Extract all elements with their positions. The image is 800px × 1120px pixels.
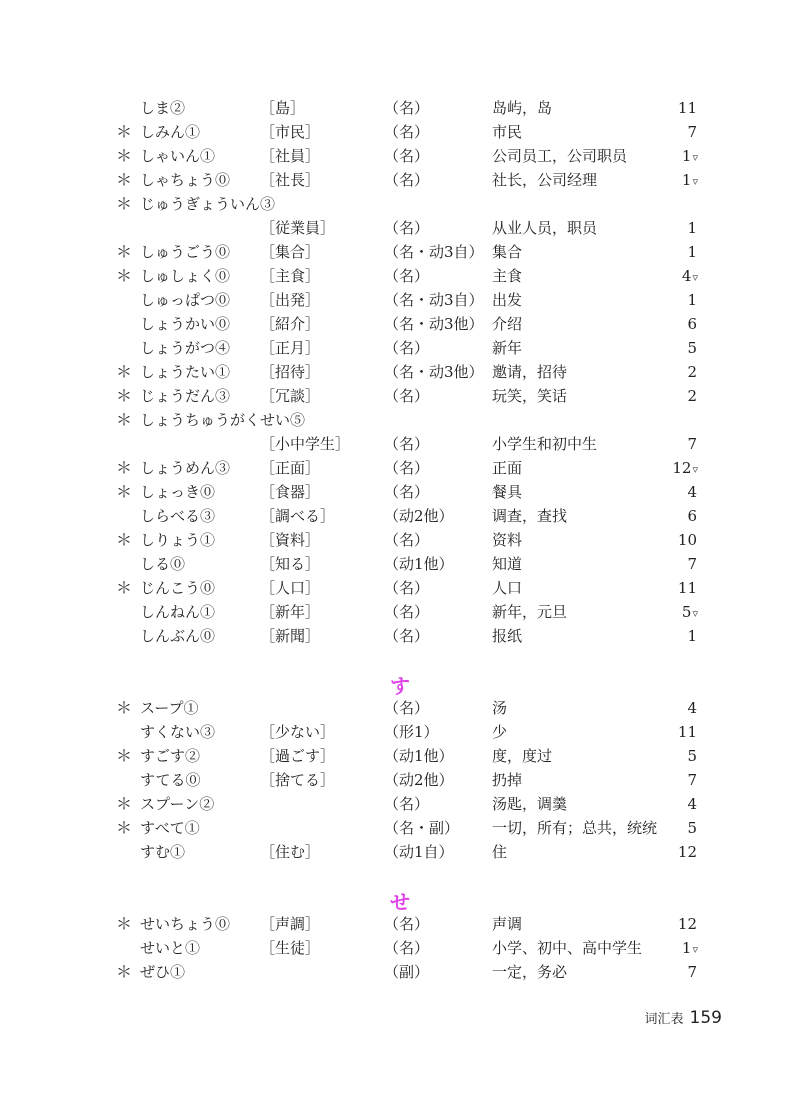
entry-meaning: 岛屿，岛 [492,99,553,117]
entry-part-of-speech: （名） [384,699,430,717]
entry-reading: せいと① [140,939,201,957]
entry-mark-icon: ▿ [692,943,698,956]
vocab-entry [0,312,800,336]
entry-part-of-speech: （名） [384,795,430,813]
entry-meaning: 从业人员，职员 [492,219,598,237]
entry-reading: スプーン② [140,795,215,813]
entry-lesson: 1 [681,939,692,957]
star-mark: ＊ [116,458,133,477]
star-mark: ＊ [116,482,133,501]
entry-lesson: 6 [687,507,697,525]
entry-lesson-wrap [640,96,698,122]
vocab-entry [0,816,800,840]
star-mark: ＊ [116,170,133,189]
vocab-entry [0,240,800,264]
entry-meaning: 新年，元旦 [492,603,568,621]
vocab-entry [0,432,800,456]
footer-label: 词汇表 [644,1012,684,1027]
entry-part-of-speech: （名・动3自） [384,291,484,309]
entry-lesson-wrap [640,600,698,626]
entry-reading: しゃちょう⓪ [140,171,231,189]
entry-part-of-speech: （名） [384,339,430,357]
entry-meaning: 新年 [492,339,523,357]
entry-meaning: 社长，公司经理 [492,171,598,189]
entry-meaning: 少 [492,723,508,741]
vocab-entry [0,528,800,552]
entry-lesson-wrap [640,624,698,650]
vocab-entry [0,480,800,504]
vocab-entry [0,360,800,384]
entry-kanji: ［捨てる］ [260,771,336,789]
entry-part-of-speech: （名） [384,123,430,141]
entry-kanji: ［住む］ [260,843,321,861]
star-mark: ＊ [116,698,133,717]
entry-mark-icon: ▿ [692,607,698,620]
entry-kanji: ［正月］ [260,339,321,357]
section-heading: す [390,674,410,698]
entry-lesson-wrap [640,792,698,818]
entry-lesson-wrap [640,840,698,866]
entry-lesson: 7 [687,771,697,789]
entry-part-of-speech: （名） [384,267,430,285]
entry-part-of-speech: （副） [384,963,430,981]
entry-meaning: 公司员工，公司职员 [492,147,628,165]
entry-reading: しょうちゅうがくせい⑤ [140,411,306,429]
entry-part-of-speech: （动1自） [384,843,454,861]
entry-part-of-speech: （名） [384,627,430,645]
entry-lesson-wrap [640,912,698,938]
star-mark: ＊ [116,362,133,381]
entry-lesson: 4 [687,483,697,501]
entry-lesson-wrap [640,336,698,362]
star-mark: ＊ [116,914,133,933]
entry-reading: すてる⓪ [140,771,201,789]
entry-lesson: 6 [687,315,697,333]
entry-lesson: 5 [687,819,697,837]
entry-part-of-speech: （名・动3他） [384,315,484,333]
entry-reading: しゅしょく⓪ [140,267,231,285]
entry-reading: すごす② [140,747,201,765]
entry-kanji: ［冗談］ [260,387,321,405]
entry-lesson-wrap [640,936,698,962]
star-mark: ＊ [116,146,133,165]
star-mark: ＊ [116,122,133,141]
entry-lesson: 4 [681,267,692,285]
entry-part-of-speech: （名） [384,435,430,453]
entry-lesson-wrap [640,432,698,458]
entry-part-of-speech: （名） [384,939,430,957]
vocab-entry [0,696,800,720]
entry-meaning: 小学生和初中生 [492,435,598,453]
entry-lesson: 1 [687,243,697,261]
entry-lesson-wrap [640,144,698,170]
entry-kanji: ［正面］ [260,459,321,477]
entry-mark-icon: ▿ [692,175,698,188]
entry-reading: しょうたい① [140,363,231,381]
entry-kanji: ［島］ [260,99,306,117]
entry-lesson-wrap [640,816,698,842]
entry-reading: しょっき⓪ [140,483,216,501]
entry-kanji: ［人口］ [260,579,321,597]
entry-meaning: 主食 [492,267,523,285]
entry-meaning: 市民 [492,123,523,141]
vocab-entry [0,120,800,144]
entry-lesson-wrap [640,744,698,770]
entry-lesson-wrap [640,240,698,266]
entry-part-of-speech: （名） [384,387,430,405]
entry-reading: しゅうごう⓪ [140,243,231,261]
entry-kanji: ［社長］ [260,171,321,189]
entry-meaning: 汤 [492,699,508,717]
entry-lesson: 1 [687,291,697,309]
entry-reading: しる⓪ [140,555,186,573]
star-mark: ＊ [116,410,133,429]
entry-kanji: ［過ごす］ [260,747,336,765]
entry-meaning: 扔掉 [492,771,523,789]
entry-lesson-wrap [640,120,698,146]
entry-reading: しょうめん③ [140,459,231,477]
entry-meaning: 声调 [492,915,523,933]
entry-part-of-speech: （名） [384,483,430,501]
entry-part-of-speech: （名） [384,99,430,117]
entry-meaning: 度，度过 [492,747,553,765]
vocab-entry [0,384,800,408]
entry-lesson: 5 [687,339,697,357]
entry-part-of-speech: （名） [384,459,430,477]
entry-lesson: 7 [687,435,697,453]
entry-meaning: 知道 [492,555,523,573]
entry-part-of-speech: （形1） [384,723,439,741]
vocab-entry [0,192,800,216]
entry-part-of-speech: （名・动3他） [384,363,484,381]
entry-part-of-speech: （名） [384,531,430,549]
entry-meaning: 人口 [492,579,523,597]
entry-lesson: 11 [677,99,697,117]
entry-lesson: 10 [677,531,697,549]
entry-kanji: ［社員］ [260,147,321,165]
entry-reading: すべて① [140,819,200,837]
entry-kanji: ［招待］ [260,363,321,381]
section-heading: せ [390,890,410,914]
entry-lesson: 7 [687,123,697,141]
entry-kanji: ［主食］ [260,267,321,285]
vocab-entry [0,960,800,984]
entry-lesson: 11 [677,579,697,597]
entry-meaning: 小学、初中、高中学生 [492,939,643,957]
star-mark: ＊ [116,962,133,981]
entry-reading: しゅっぱつ⓪ [140,291,231,309]
entry-reading: しょうかい⓪ [140,315,231,333]
vocab-entry [0,264,800,288]
star-mark: ＊ [116,242,133,261]
entry-meaning: 报纸 [492,627,523,645]
entry-lesson-wrap [640,480,698,506]
star-mark: ＊ [116,818,133,837]
vocab-entry [0,408,800,432]
page-footer [560,1008,722,1028]
entry-lesson-wrap [640,960,698,986]
entry-reading: ぜひ① [140,963,186,981]
entry-reading: しみん① [140,123,201,141]
vocab-entry [0,744,800,768]
entry-reading: しんぶん⓪ [140,627,216,645]
entry-lesson-wrap [640,192,698,218]
entry-kanji: ［新聞］ [260,627,321,645]
entry-lesson: 1 [687,627,697,645]
entry-meaning: 集合 [492,243,523,261]
entry-part-of-speech: （名） [384,147,430,165]
entry-reading: スープ① [140,699,199,717]
entry-meaning: 邀请，招待 [492,363,568,381]
entry-lesson-wrap [640,288,698,314]
entry-lesson-wrap [640,408,698,434]
entry-part-of-speech: （名・动3自） [384,243,484,261]
star-mark: ＊ [116,266,133,285]
entry-lesson: 1 [681,147,692,165]
entry-part-of-speech: （名） [384,171,430,189]
star-mark: ＊ [116,578,133,597]
entry-lesson-wrap [640,552,698,578]
entry-meaning: 正面 [492,459,523,477]
vocab-entry [0,504,800,528]
entry-kanji: ［市民］ [260,123,321,141]
vocab-entry [0,552,800,576]
entry-reading: しらべる③ [140,507,216,525]
vocab-entry [0,912,800,936]
entry-kanji: ［資料］ [260,531,321,549]
star-mark: ＊ [116,746,133,765]
vocab-entry [0,792,800,816]
entry-lesson-wrap [640,576,698,602]
entry-meaning: 住 [492,843,508,861]
entry-lesson: 11 [677,723,697,741]
entry-kanji: ［新年］ [260,603,321,621]
entry-kanji: ［食器］ [260,483,321,501]
entry-kanji: ［紹介］ [260,315,321,333]
entry-kanji: ［小中学生］ [260,435,351,453]
entry-meaning: 玩笑，笑话 [492,387,568,405]
entry-mark-icon: ▿ [692,151,698,164]
vocab-entry [0,96,800,120]
entry-lesson-wrap [640,456,698,482]
entry-lesson: 4 [687,795,697,813]
entry-lesson-wrap [640,768,698,794]
entry-part-of-speech: （名） [384,579,430,597]
entry-kanji: ［声調］ [260,915,321,933]
entry-meaning: 一定，务必 [492,963,568,981]
vocab-entry [0,144,800,168]
entry-meaning: 出发 [492,291,523,309]
entry-meaning: 介绍 [492,315,523,333]
entry-kanji: ［生徒］ [260,939,321,957]
entry-part-of-speech: （名） [384,915,430,933]
vocab-entry [0,936,800,960]
star-mark: ＊ [116,386,133,405]
entry-lesson: 12 [677,915,697,933]
entry-reading: しま② [140,99,186,117]
entry-lesson: 2 [687,387,697,405]
entry-lesson: 4 [687,699,697,717]
entry-reading: すむ① [140,843,186,861]
vocab-entry [0,600,800,624]
entry-part-of-speech: （动1他） [384,555,454,573]
entry-lesson: 5 [687,747,697,765]
entry-reading: しょうがつ④ [140,339,231,357]
entry-meaning: 餐具 [492,483,523,501]
entry-lesson-wrap [640,528,698,554]
entry-part-of-speech: （动1他） [384,747,454,765]
entry-part-of-speech: （名） [384,603,430,621]
vocab-entry [0,216,800,240]
entry-reading: せいちょう⓪ [140,915,231,933]
entry-lesson-wrap [640,504,698,530]
vocab-entry [0,456,800,480]
star-mark: ＊ [116,530,133,549]
entry-kanji: ［従業員］ [260,219,336,237]
entry-lesson-wrap [640,168,698,194]
entry-lesson: 2 [687,363,697,381]
vocab-entry [0,720,800,744]
entry-kanji: ［知る］ [260,555,321,573]
entry-lesson-wrap [640,360,698,386]
entry-kanji: ［調べる］ [260,507,336,525]
entry-part-of-speech: （动2他） [384,771,454,789]
entry-lesson: 12 [677,843,697,861]
entry-reading: じょうだん③ [140,387,231,405]
vocab-entry [0,576,800,600]
entry-lesson: 7 [687,555,697,573]
entry-kanji: ［少ない］ [260,723,336,741]
entry-lesson: 1 [687,219,697,237]
vocab-entry [0,624,800,648]
entry-mark-icon: ▿ [692,463,698,476]
entry-lesson: 1 [681,171,692,189]
entry-lesson: 7 [687,963,697,981]
entry-part-of-speech: （名） [384,219,430,237]
entry-meaning: 一切，所有；总共，统统 [492,819,658,837]
entry-meaning: 资料 [492,531,523,549]
entry-meaning: 调查，查找 [492,507,568,525]
vocab-entry [0,336,800,360]
vocab-entry [0,288,800,312]
entry-part-of-speech: （名・副） [384,819,460,837]
entry-reading: しんねん① [140,603,216,621]
entry-reading: しゃいん① [140,147,216,165]
vocab-entry [0,840,800,864]
star-mark: ＊ [116,194,133,213]
vocab-entry [0,168,800,192]
entry-part-of-speech: （动2他） [384,507,454,525]
entry-lesson: 5 [681,603,692,621]
entry-reading: じゅうぎょういん③ [140,195,276,213]
entry-lesson-wrap [640,720,698,746]
entry-lesson-wrap [640,312,698,338]
entry-kanji: ［出発］ [260,291,321,309]
entry-lesson-wrap [640,696,698,722]
star-mark: ＊ [116,794,133,813]
entry-reading: すくない③ [140,723,216,741]
entry-meaning: 汤匙，调羹 [492,795,568,813]
entry-lesson: 12 [672,459,692,477]
entry-lesson-wrap [640,216,698,242]
entry-mark-icon: ▿ [692,271,698,284]
entry-reading: しりょう① [140,531,216,549]
page-number: 159 [689,1008,722,1028]
entry-kanji: ［集合］ [260,243,321,261]
entry-lesson-wrap [640,384,698,410]
entry-reading: じんこう⓪ [140,579,216,597]
entry-lesson-wrap [640,264,698,290]
vocab-entry [0,768,800,792]
